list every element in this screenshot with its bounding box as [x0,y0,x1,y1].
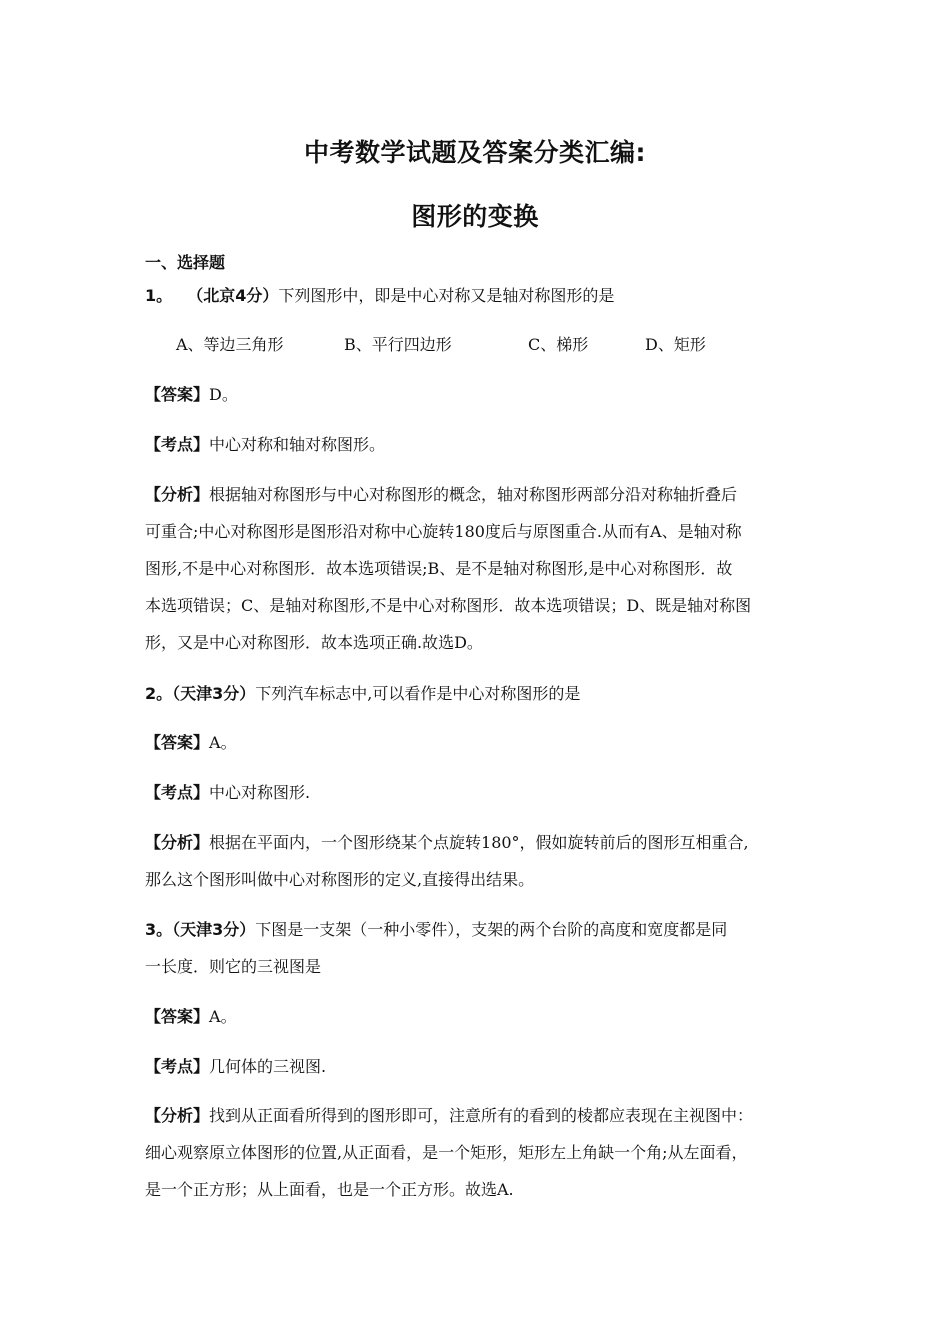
answer-label: 【答案】 [145,733,210,752]
question-number: 2。 [145,684,173,703]
option-c: C、梯形 [528,335,589,354]
knowledge-point-text: 中心对称图形. [209,783,311,802]
analysis-text: 是一个正方形；从上面看，也是一个正方形。故选A. [145,1180,514,1199]
answer-text: D。 [209,385,238,404]
document-title: 中考数学试题及答案分类汇编: [304,138,646,167]
analysis-text: 细心观察原立体图形的位置,从正面看，是一个矩形，矩形左上角缺一个角;从左面看， [145,1143,748,1162]
answer-line [145,385,238,405]
document-subtitle: 图形的变换 [411,202,539,231]
analysis-line [145,485,737,505]
question-1 [145,286,614,306]
analysis-text: 本选项错误；C、是轴对称图形,不是中心对称图形．故本选项错误；D、既是轴对称图 [145,596,752,615]
section-heading: 一、选择题 [145,253,226,272]
knowledge-point-line [145,435,385,455]
analysis-line [145,833,749,853]
option-d: D、矩形 [645,335,706,354]
knowledge-point-label: 【考点】 [145,435,210,454]
knowledge-point-line [145,783,310,803]
analysis-label: 【分析】 [145,833,210,852]
question-stem: 一长度．则它的三视图是 [145,957,322,976]
analysis-text: 形，又是中心对称图形．故本选项正确.故选D。 [145,633,483,652]
answer-text: A。 [209,733,237,752]
question-stem: 下列汽车标志中,可以看作是中心对称图形的是 [255,684,581,703]
question-source: （北京4分） [187,286,279,305]
analysis-line [145,1106,753,1126]
analysis-text: 那么这个图形叫做中心对称图形的定义,直接得出结果。 [145,870,535,889]
option-a: A、等边三角形 [176,335,284,354]
answer-line [145,1007,237,1027]
answer-label: 【答案】 [145,1007,210,1026]
answer-text: A。 [209,1007,237,1026]
knowledge-point-label: 【考点】 [145,783,210,802]
analysis-text: 可重合;中心对称图形是图形沿对称中心旋转180度后与原图重合.从而有A、是轴对称 [145,522,742,541]
question-2 [145,684,580,704]
option-b: B、平行四边形 [344,335,452,354]
answer-label: 【答案】 [145,385,210,404]
analysis-text: 根据轴对称图形与中心对称图形的概念，轴对称图形两部分沿对称轴折叠后 [209,485,738,504]
analysis-text: 找到从正面看所得到的图形即可，注意所有的看到的棱都应表现在主视图中： [209,1106,754,1125]
question-3 [145,920,727,940]
question-number: 1。 [145,286,173,305]
analysis-label: 【分析】 [145,485,210,504]
knowledge-point-text: 中心对称和轴对称图形。 [209,435,386,454]
question-source: （天津3分） [172,920,256,939]
knowledge-point-line [145,1057,326,1077]
knowledge-point-text: 几何体的三视图. [209,1057,327,1076]
question-number: 3。 [145,920,173,939]
answer-line [145,733,237,753]
analysis-text: 图形,不是中心对称图形．故本选项错误;B、是不是轴对称图形,是中心对称图形．故 [145,559,733,578]
question-stem: 下列图形中，即是中心对称又是轴对称图形的是 [278,286,615,305]
question-stem: 下图是一支架（一种小零件），支架的两个台阶的高度和宽度都是同 [255,920,728,939]
question-source: （天津3分） [172,684,256,703]
analysis-label: 【分析】 [145,1106,210,1125]
analysis-text: 根据在平面内，一个图形绕某个点旋转180°，假如旋转前后的图形互相重合, [209,833,749,852]
knowledge-point-label: 【考点】 [145,1057,210,1076]
